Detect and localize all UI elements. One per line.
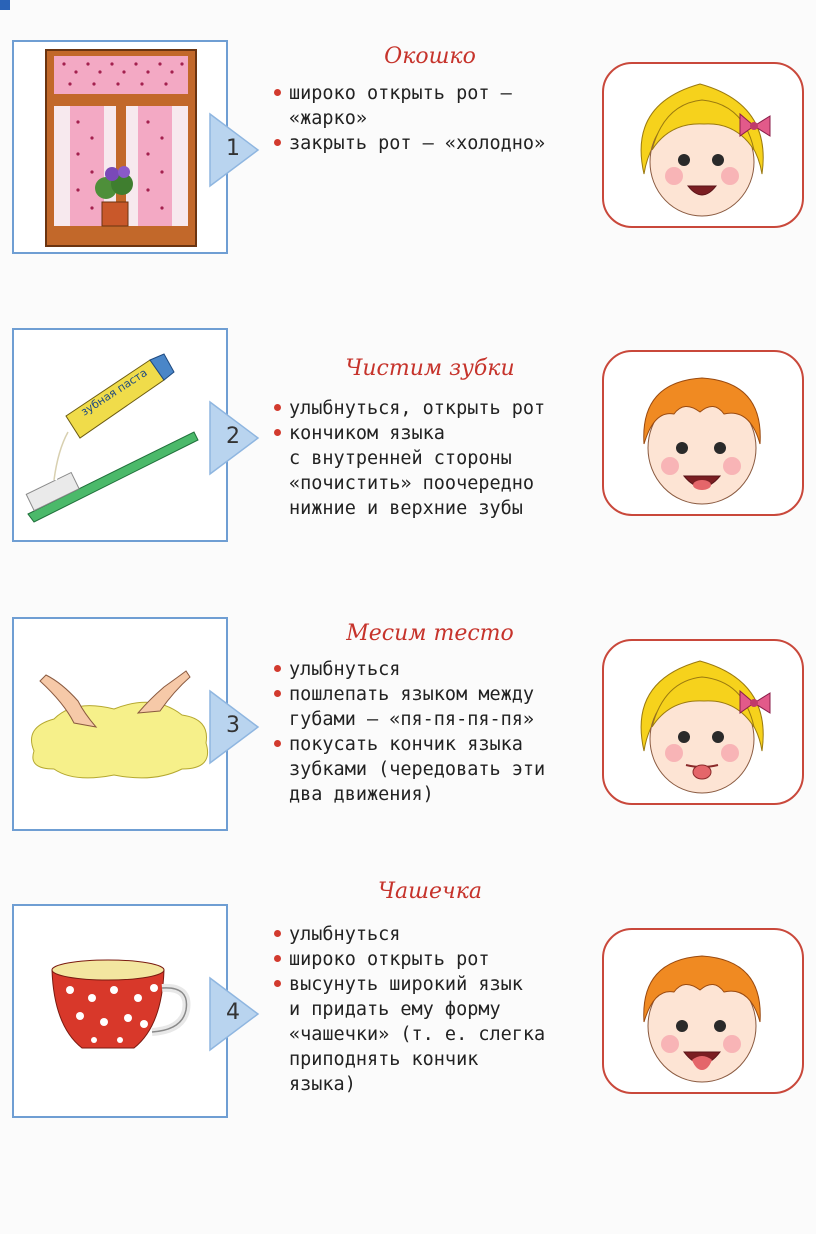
instruction-list (272, 396, 545, 521)
instruction-item: пошлепать языком между губами — «пя-пя-пя-пя» (272, 682, 545, 732)
exercise-3 (0, 617, 816, 833)
instruction-item: улыбнуться (272, 922, 545, 947)
instruction-list (272, 657, 545, 807)
corner-mark (0, 0, 10, 10)
exercise-2 (0, 328, 816, 544)
step-arrow (208, 974, 260, 1054)
exercise-title: Месим тесто (346, 621, 514, 646)
instruction-item: высунуть широкий язык и придать ему форму «чашечки» (т. е. слегка приподнять кончик языка) (272, 972, 545, 1097)
exercise-4 (0, 879, 816, 1120)
step-number: 1 (226, 136, 240, 161)
instruction-item: улыбнуться, открыть рот (272, 396, 545, 421)
step-number: 2 (226, 424, 240, 449)
toothbrush-illustration (12, 328, 228, 542)
exercise-title: Окошко (384, 44, 476, 69)
instruction-list (272, 922, 545, 1097)
window-illustration (12, 40, 228, 254)
step-number: 4 (226, 1000, 240, 1025)
instruction-item: кончиком языка с внутренней стороны «почистить» поочередно нижние и верхние зубы (272, 421, 545, 521)
instruction-item: широко открыть рот — «жарко» (272, 81, 545, 131)
step-arrow (208, 110, 260, 190)
dough-illustration (12, 617, 228, 831)
boy-face (602, 350, 804, 516)
instruction-list (272, 81, 545, 156)
cup-illustration (12, 904, 228, 1118)
tube-label: зубная паста (78, 366, 150, 419)
step-arrow (208, 398, 260, 478)
boy-face (602, 928, 804, 1094)
instruction-item: широко открыть рот (272, 947, 545, 972)
step-number: 3 (226, 713, 240, 738)
exercise-title: Чашечка (378, 879, 482, 904)
girl-face (602, 639, 804, 805)
instruction-item: улыбнуться (272, 657, 545, 682)
exercise-1 (0, 40, 816, 256)
instruction-item: покусать кончик языка зубками (чередовать эти два движения) (272, 732, 545, 807)
girl-face (602, 62, 804, 228)
instruction-item: закрыть рот — «холодно» (272, 131, 545, 156)
exercise-title: Чистим зубки (345, 356, 515, 381)
step-arrow (208, 687, 260, 767)
